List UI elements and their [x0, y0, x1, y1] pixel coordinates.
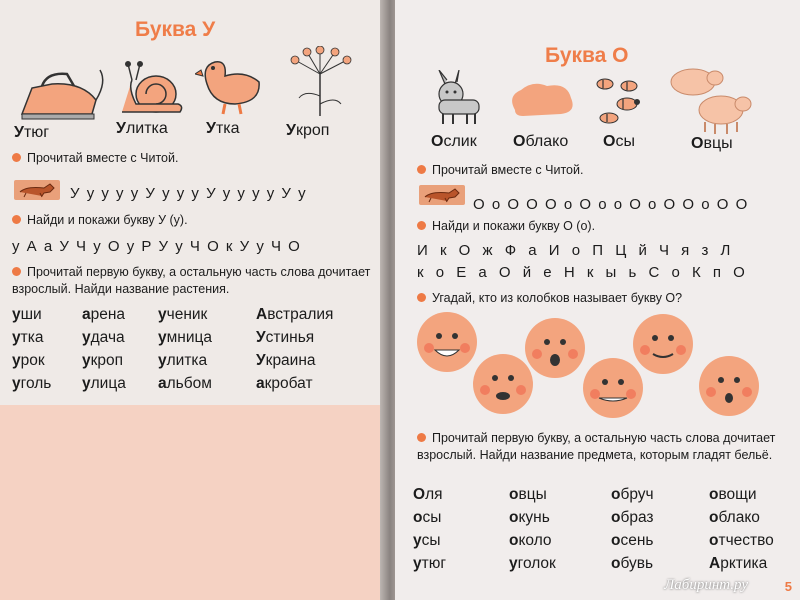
word-cell [82, 329, 125, 347]
letter-row-read-o: О о О О О о О о о О о О О о О О [473, 196, 749, 213]
iron-icon [12, 62, 112, 124]
word-rest: рок [20, 352, 45, 369]
word-rest: тюг [421, 555, 447, 572]
word-cell [509, 532, 552, 550]
word-cell [12, 329, 43, 347]
cloud-icon [507, 80, 577, 120]
dill-icon [285, 46, 355, 118]
word-first-letter: у [158, 329, 167, 346]
word-first-letter: о [509, 532, 519, 549]
instruction-find-letter-o: Найди и покажи букву О (о). [417, 218, 595, 235]
caption-oblako: Облако [513, 133, 569, 150]
dog-chita-icon [419, 185, 465, 205]
word-rest: льбом [166, 375, 212, 392]
word-first-letter: о [709, 532, 719, 549]
bullet-icon [417, 221, 426, 230]
word-rest: литка [166, 352, 208, 369]
word-first-letter: о [709, 486, 719, 503]
word-cell [509, 509, 550, 527]
word-cell [509, 555, 556, 573]
word-rest: ля [425, 486, 443, 503]
word-cell [413, 555, 446, 573]
word-first-letter: а [82, 306, 91, 323]
word-cell [12, 306, 42, 324]
word-cell [611, 509, 654, 527]
word-rest: браз [620, 509, 654, 526]
kolobok-face-1 [415, 310, 479, 374]
right-page [395, 0, 800, 600]
letter-row-find: у А а У Ч у О у Р У у Ч О к У у Ч О [12, 238, 302, 255]
letter-row-find-o-1: И к О ж Ф а И о П Ц й Ч я з Л [417, 242, 735, 259]
word-first-letter: у [82, 375, 91, 392]
word-cell [12, 352, 45, 370]
bullet-icon [417, 165, 426, 174]
kolobok-face-5 [581, 356, 645, 420]
bullet-icon [12, 267, 21, 276]
letter-row-read: У у у у у У у у у У у у у у У у [70, 185, 308, 202]
word-rest: сы [422, 509, 442, 526]
left-page-title: Буква У [135, 18, 216, 41]
word-cell [611, 486, 654, 504]
caption-osy: Осы [603, 133, 635, 150]
wasps-icon [593, 72, 663, 130]
word-rest: ши [20, 306, 42, 323]
word-cell [82, 352, 123, 370]
word-cell [12, 375, 51, 393]
word-rest: мница [166, 329, 212, 346]
word-rest: сы [421, 532, 441, 549]
word-rest: дача [90, 329, 125, 346]
word-first-letter: о [509, 509, 519, 526]
left-page [0, 0, 388, 600]
duck-icon [195, 52, 265, 116]
word-cell [82, 375, 126, 393]
word-rest: ченик [166, 306, 208, 323]
word-first-letter: у [413, 532, 422, 549]
word-rest: кроп [90, 352, 124, 369]
word-cell [158, 352, 207, 370]
word-first-letter: у [509, 555, 518, 572]
word-rest: рктика [720, 555, 768, 572]
word-first-letter: у [158, 306, 167, 323]
word-cell [709, 555, 767, 573]
word-rest: блако [718, 509, 760, 526]
word-rest: кунь [518, 509, 550, 526]
word-first-letter: о [611, 532, 621, 549]
word-first-letter: О [413, 486, 426, 503]
word-rest: голок [517, 555, 556, 572]
word-first-letter: у [12, 375, 21, 392]
word-cell [709, 532, 774, 550]
labirint-logo: Лабиринт.ру [664, 577, 748, 593]
word-rest: бувь [620, 555, 654, 572]
word-rest: сень [620, 532, 654, 549]
word-cell [709, 486, 757, 504]
page-number: 5 [784, 579, 792, 594]
word-first-letter: о [509, 486, 519, 503]
instruction-read-first-letter: Прочитай первую букву, а остальную часть слова дочитает взрослый. Найди название растения. [12, 265, 371, 296]
bullet-icon [12, 215, 21, 224]
word-first-letter: А [256, 306, 268, 323]
word-cell [509, 486, 547, 504]
kolobok-face-4 [471, 352, 535, 416]
word-cell [256, 352, 316, 370]
caption-utka: Утка [206, 120, 240, 137]
word-cell [709, 509, 760, 527]
word-first-letter: у [158, 352, 167, 369]
word-cell [413, 532, 441, 550]
caption-utyug: Утюг [14, 124, 50, 141]
word-rest: голь [20, 375, 52, 392]
word-rest: краина [265, 352, 316, 369]
word-rest: рена [90, 306, 126, 323]
instruction-read-with-chita-o: Прочитай вместе с Читой. [417, 162, 583, 179]
word-first-letter: о [611, 486, 621, 503]
bullet-icon [12, 153, 21, 162]
sheep-icon [659, 64, 755, 136]
word-rest: кробат [264, 375, 313, 392]
word-cell [82, 306, 125, 324]
word-rest: стинья [265, 329, 315, 346]
word-first-letter: У [256, 329, 266, 346]
instruction-read-first-letter-o: Прочитай первую букву, а остальную часть слова дочитает взрослый. Найди название предмета, которым гладят бельё. [417, 431, 776, 462]
word-first-letter: о [611, 509, 621, 526]
peach-band [0, 405, 388, 600]
bullet-icon [417, 433, 426, 442]
word-rest: бруч [620, 486, 654, 503]
word-cell [256, 375, 313, 393]
word-first-letter: о [413, 509, 423, 526]
word-first-letter: а [158, 375, 167, 392]
word-cell [158, 306, 207, 324]
word-cell [611, 532, 653, 550]
caption-ukrop: Укроп [286, 122, 330, 139]
dog-chita-icon [14, 180, 60, 200]
word-first-letter: у [82, 329, 91, 346]
snail-icon [118, 58, 188, 118]
word-first-letter: а [256, 375, 265, 392]
word-rest: встралия [267, 306, 334, 323]
instruction-guess-kolobok: Угадай, кто из колобков называет букву О? [417, 290, 682, 307]
word-first-letter: у [12, 329, 21, 346]
word-rest: вощи [718, 486, 757, 503]
word-first-letter: у [12, 306, 21, 323]
caption-ovtsy: Овцы [691, 135, 733, 152]
word-rest: тчество [718, 532, 774, 549]
donkey-icon [423, 70, 483, 126]
word-rest: коло [518, 532, 552, 549]
word-rest: вцы [518, 486, 547, 503]
word-first-letter: о [709, 509, 719, 526]
bullet-icon [417, 293, 426, 302]
word-cell [413, 486, 443, 504]
letter-row-find-o-2: к о Е а О й е Н к ы ь С о К п О [417, 264, 749, 281]
caption-ulitka: Улитка [116, 120, 168, 137]
word-first-letter: о [611, 555, 621, 572]
word-rest: тка [20, 329, 44, 346]
word-cell [158, 329, 212, 347]
instruction-find-letter: Найди и покажи букву У (у). [12, 212, 188, 229]
caption-oslik: Ослик [431, 133, 477, 150]
word-rest: лица [90, 375, 126, 392]
word-first-letter: у [413, 555, 422, 572]
word-first-letter: У [256, 352, 266, 369]
word-cell [611, 555, 653, 573]
kolobok-face-6 [697, 354, 761, 418]
word-cell [413, 509, 441, 527]
right-page-title: Буква О [545, 44, 629, 67]
word-first-letter: у [82, 352, 91, 369]
word-first-letter: А [709, 555, 721, 572]
word-cell [158, 375, 212, 393]
word-first-letter: у [12, 352, 21, 369]
word-cell [256, 329, 314, 347]
word-cell [256, 306, 333, 324]
instruction-read-with-chita: Прочитай вместе с Читой. [12, 150, 178, 167]
